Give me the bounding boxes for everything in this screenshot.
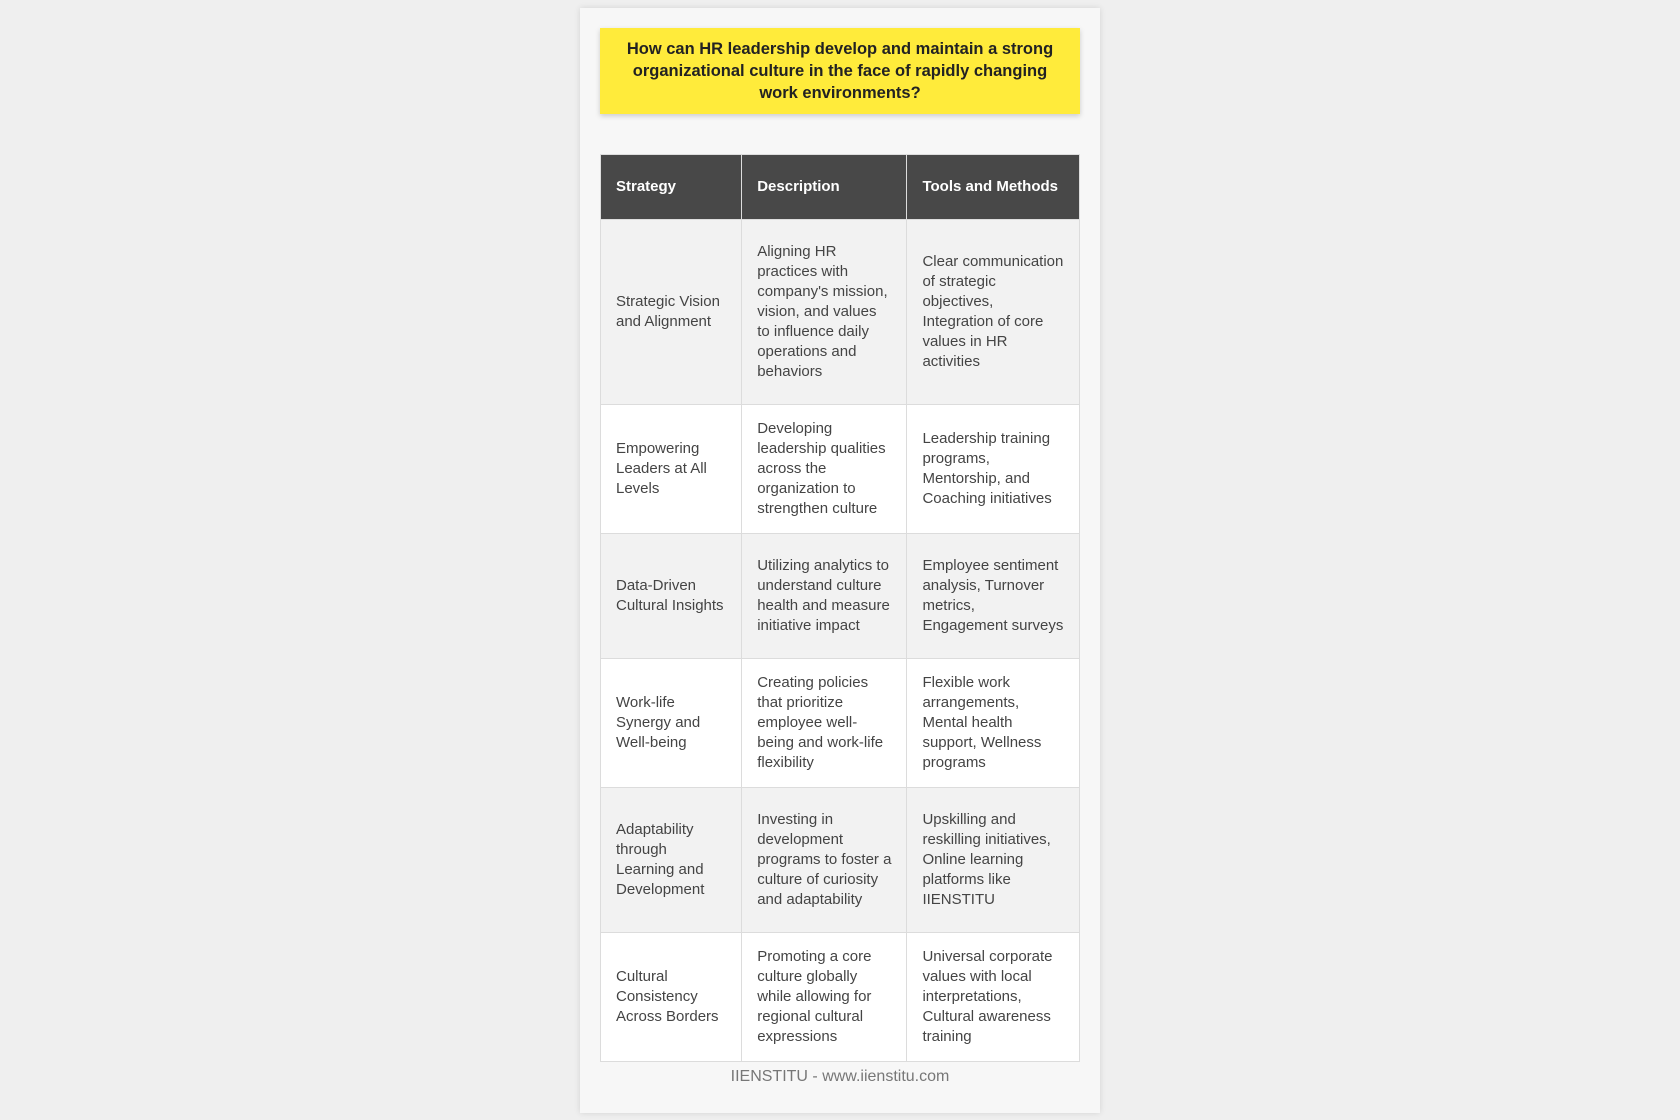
header-tools: Tools and Methods [907,155,1080,220]
table-row [601,405,1080,534]
cell-strategy: Empowering Leaders at All Levels [601,405,742,534]
header-strategy: Strategy [601,155,742,220]
content-card [580,8,1100,1113]
cell-description: Developing leadership qualities across the organization to strengthen culture [742,405,907,534]
cell-tools: Leadership training programs, Mentorship, and Coaching initiatives [907,405,1080,534]
question-banner: How can HR leadership develop and maintain a strong organizational culture in the face of rapidly changing work environments? [600,28,1080,114]
cell-tools: Flexible work arrangements, Mental health support, Wellness programs [907,659,1080,788]
table-row [601,659,1080,788]
table-row [601,534,1080,659]
cell-strategy: Work-life Synergy and Well-being [601,659,742,788]
table-row [601,933,1080,1062]
table-row [601,788,1080,933]
cell-description: Utilizing analytics to understand culture health and measure initiative impact [742,534,907,659]
cell-description: Aligning HR practices with company's mission, vision, and values to influence daily operations and behaviors [742,220,907,405]
footer-credit: IIENSTITU - www.iienstitu.com [730,1068,950,1085]
header-description: Description [742,155,907,220]
cell-description: Creating policies that prioritize employee well-being and work-life flexibility [742,659,907,788]
table-row [601,220,1080,405]
cell-strategy: Data-Driven Cultural Insights [601,534,742,659]
cell-strategy: Strategic Vision and Alignment [601,220,742,405]
strategy-table [600,154,1080,1062]
cell-tools: Upskilling and reskilling initiatives, Online learning platforms like IIENSTITU [907,788,1080,933]
cell-description: Investing in development programs to foster a culture of curiosity and adaptability [742,788,907,933]
cell-tools: Clear communication of strategic objectives, Integration of core values in HR activities [907,220,1080,405]
cell-strategy: Cultural Consistency Across Borders [601,933,742,1062]
cell-tools: Universal corporate values with local interpretations, Cultural awareness training [907,933,1080,1062]
cell-description: Promoting a core culture globally while allowing for regional cultural expressions [742,933,907,1062]
table-header-row [601,155,1080,220]
cell-strategy: Adaptability through Learning and Development [601,788,742,933]
cell-tools: Employee sentiment analysis, Turnover metrics, Engagement surveys [907,534,1080,659]
